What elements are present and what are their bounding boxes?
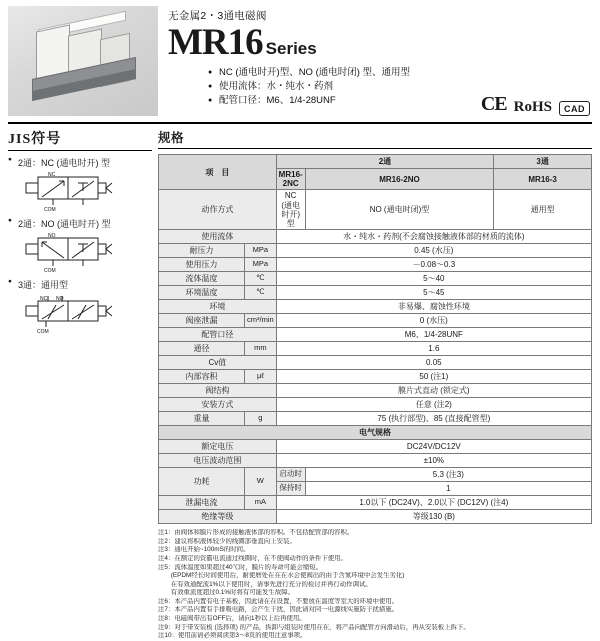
rohs-icon: RoHS <box>513 99 552 115</box>
row-label: 环境 <box>159 300 277 314</box>
footnote: 注10：使用前请必须阅读第3～8页的使用注意事项。 <box>158 632 307 640</box>
svg-text:NC: NC <box>48 172 56 178</box>
section-row-electrical: 电气规格 <box>159 426 592 440</box>
svg-text:NC: NC <box>40 296 48 302</box>
svg-text:NO: NO <box>56 296 64 302</box>
model-mr16-3: MR16-3 <box>494 169 592 190</box>
row-label: 重量 <box>159 412 245 426</box>
footnote: 有效重流度超过0.1%时将有可能发生故障。 <box>158 589 294 597</box>
row-label: 泄漏电流 <box>159 496 245 510</box>
row-label: 流体温度 <box>159 272 245 286</box>
table-row <box>159 190 592 230</box>
row-unit: cm³/min <box>245 314 277 328</box>
cell-value: NO (通电时闭)型 <box>305 190 494 230</box>
footnote: 注9：对于带安装板 (选择项) 的产品，拆卸与组装时使用在在，将产品向配管方向滑动后，再从安装板上拆下。 <box>158 623 470 631</box>
cell-value: 5～45 <box>276 286 591 300</box>
svg-text:NO: NO <box>48 233 56 239</box>
footnote: 注7：本产品内置有手排吸电路，会产生干扰，因此请对同一电源线实施防干扰措施。 <box>158 606 399 614</box>
row-label: 内部容积 <box>159 370 245 384</box>
footnote: 注8：电磁阀带出有OFF后，请向1秒以上后再使用。 <box>158 615 306 623</box>
header-3port: 3通 <box>494 155 592 169</box>
table-row <box>159 384 592 398</box>
row-unit: ℃ <box>245 286 277 300</box>
page-header <box>0 0 600 122</box>
spec-table <box>158 154 592 524</box>
list-item: ● 配管口径：M6、1/4-28UNF <box>208 94 592 108</box>
spec-section <box>158 128 592 641</box>
table-row <box>159 286 592 300</box>
cell-value: 等级130 (B) <box>276 510 591 524</box>
table-row <box>159 370 592 384</box>
svg-text:COM: COM <box>37 329 49 335</box>
row-label: 电压波动范围 <box>159 454 277 468</box>
jis-section-title: JIS符号 <box>8 128 152 151</box>
jis-item-label-1: ● 2通：NO (通电时开) 型 <box>8 217 152 230</box>
table-row <box>159 258 592 272</box>
row-label: 使用压力 <box>159 258 245 272</box>
cell-value: 1.0以下 (DC24V)、2.0以下 (DC12V) (注4) <box>276 496 591 510</box>
footnote: 注1：由阀体和膜片形成的接触液体部的容积。不包括配管部的容积。 <box>158 529 354 537</box>
footnote: 注6：本产品内置有电子基板，因此请在在设置，不要放在温度等室大的环境中使用。 <box>158 597 399 605</box>
cell-value: ±10% <box>276 454 591 468</box>
cell-value: 通用型 <box>494 190 592 230</box>
product-series: Series <box>265 39 317 58</box>
footnote: (EPDM经长时间使用后，耐使磨处在在在水会使阀出的由于含氮环境中会发生劣化) <box>158 572 405 580</box>
table-row <box>159 300 592 314</box>
product-title: MR16 <box>168 22 263 63</box>
row-label: 耐压力 <box>159 244 245 258</box>
cell-value: NC (通电时开)型 <box>276 190 305 230</box>
header-item: 项 目 <box>159 155 277 190</box>
row-unit: MPa <box>245 258 277 272</box>
jis-diagram-2 <box>18 293 136 335</box>
row-label: 额定电压 <box>159 440 277 454</box>
table-row <box>159 328 592 342</box>
table-row <box>159 356 592 370</box>
table-row <box>159 244 592 258</box>
header-2port: 2通 <box>276 155 494 169</box>
header-divider <box>8 122 592 124</box>
list-item: ● 使用流体：水・纯水・药剂 <box>208 80 592 94</box>
row-label: Cv值 <box>159 356 277 370</box>
row-label: 配管口径 <box>159 328 277 342</box>
footnotes <box>158 529 592 641</box>
row-label: 阀结构 <box>159 384 277 398</box>
row-unit: MPa <box>245 244 277 258</box>
row-unit: mA <box>245 496 277 510</box>
table-row <box>159 272 592 286</box>
page-title <box>168 24 592 62</box>
row-unit: μℓ <box>245 370 277 384</box>
row-unit: g <box>245 412 277 426</box>
page-body <box>0 128 600 641</box>
table-row <box>159 454 592 468</box>
header-text-block <box>158 6 592 118</box>
row-unit: mm <box>245 342 277 356</box>
row-label: 使用流体 <box>159 230 277 244</box>
cell-value: 膜片式直动 (锁定式) <box>276 384 591 398</box>
table-row <box>159 155 592 169</box>
jis-item-label-0: ● 2通：NC (通电时开) 型 <box>8 156 152 169</box>
row-label: 安装方式 <box>159 398 277 412</box>
table-row <box>159 496 592 510</box>
cell-value: 0.05 <box>276 356 591 370</box>
cad-icon: CAD <box>559 101 590 116</box>
svg-text:COM: COM <box>44 268 56 274</box>
model-mr16-2nc: MR16-2NC <box>276 169 305 190</box>
cell-value: 水・纯水・药剂(不会腐蚀接触液体部的材质的流体) <box>276 230 591 244</box>
table-row <box>159 342 592 356</box>
footnote: 注3：通电开始~100mS的时间。 <box>158 546 250 554</box>
spec-section-title: 规格 <box>158 128 592 149</box>
cell-value: 0.45 (水压) <box>276 244 591 258</box>
footnote: 在有效通配流1%以下使用时，请事先进行充分的检讨并再行动作调试。 <box>158 580 372 588</box>
table-row <box>159 468 592 482</box>
row-label: 阀座泄漏 <box>159 314 245 328</box>
footnote: 注5：流体温度如果超过40℃时，膜片的寿命可能会缩短。 <box>158 563 323 571</box>
cell-value: 1.6 <box>276 342 591 356</box>
ce-mark-icon: CE <box>480 93 507 115</box>
table-row <box>159 440 592 454</box>
table-row <box>159 398 592 412</box>
row-sublabel: 保持时 <box>276 482 305 496</box>
model-mr16-2no: MR16-2NO <box>305 169 494 190</box>
cell-value: DC24V/DC12V <box>276 440 591 454</box>
cell-value: 5～40 <box>276 272 591 286</box>
list-item: ● NC (通电时开)型、NO (通电时闭) 型、通用型 <box>208 66 592 80</box>
table-row <box>159 412 592 426</box>
row-unit: W <box>245 468 277 496</box>
cell-value: M6、1/4-28UNF <box>276 328 591 342</box>
row-unit: ℃ <box>245 272 277 286</box>
cell-value: 0 (水压) <box>276 314 591 328</box>
mr16-valve-photo <box>8 6 158 116</box>
table-row <box>159 510 592 524</box>
cell-value: 5.3 (注3) <box>305 468 591 482</box>
cell-value: 任意 (注2) <box>276 398 591 412</box>
row-label: 环境温度 <box>159 286 245 300</box>
jis-item-label-2: ● 3通：通用型 <box>8 278 152 291</box>
footnote: 注2：建议将积液体较少的线圈部垂直向上安装。 <box>158 537 296 545</box>
cell-value: －0.08～0.3 <box>276 258 591 272</box>
svg-text:COM: COM <box>44 207 56 213</box>
cell-value: 非易爆、腐蚀性环境 <box>276 300 591 314</box>
row-label: 功耗 <box>159 468 245 496</box>
row-label: 通径 <box>159 342 245 356</box>
row-sublabel: 启动时 <box>276 468 305 482</box>
table-row <box>159 230 592 244</box>
footnote: 注4：在额定的资霸电流通过线圈时，在不使阀动作的条件下使用。 <box>158 554 347 562</box>
row-label: 动作方式 <box>159 190 277 230</box>
table-row <box>159 426 592 440</box>
cell-value: 75 (执行部型)、85 (直接配管型) <box>276 412 591 426</box>
cell-value: 1 <box>305 482 591 496</box>
jis-diagram-0 <box>18 171 136 213</box>
jis-symbol-section <box>8 128 158 641</box>
product-subtitle: 无金属2・3通电磁阀 <box>168 10 267 22</box>
table-row <box>159 314 592 328</box>
jis-diagram-1 <box>18 232 136 274</box>
certification-badges <box>481 93 590 116</box>
cell-value: 50 (注1) <box>276 370 591 384</box>
row-label: 绝缘等级 <box>159 510 277 524</box>
